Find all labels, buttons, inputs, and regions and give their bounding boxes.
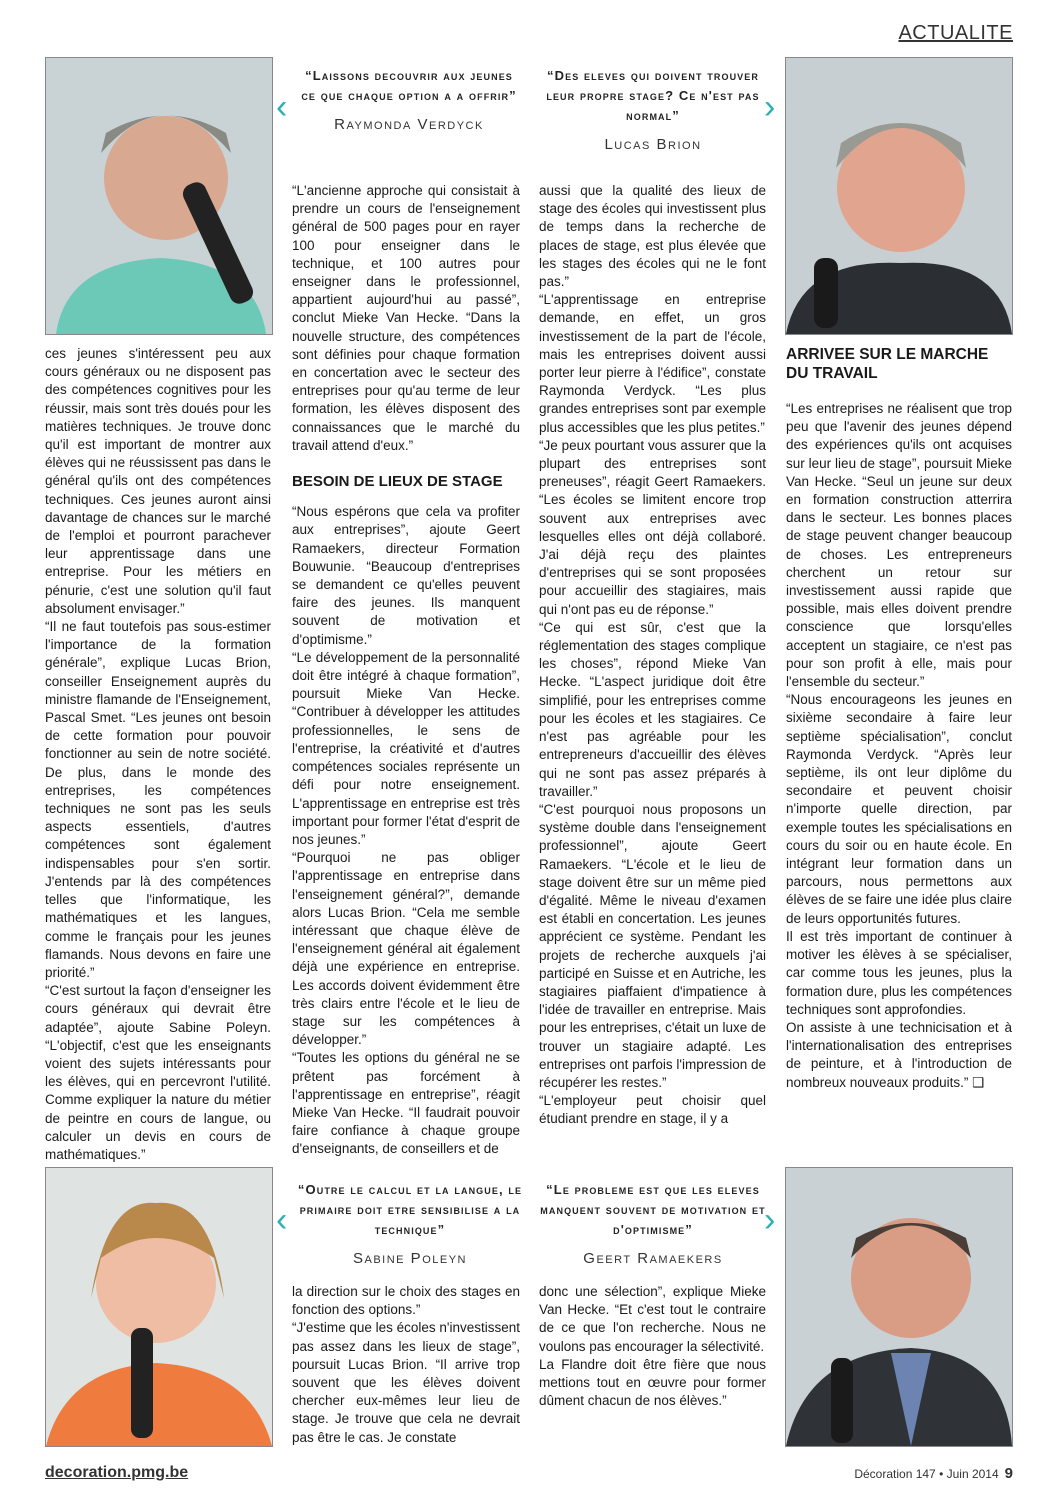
article-column-1	[45, 345, 271, 1164]
issue-label: Décoration 147 • Juin 2014	[854, 1467, 999, 1481]
pull-quote-1	[300, 66, 518, 133]
section-heading: BESOIN DE LIEUX DE STAGE	[292, 473, 503, 491]
photo-raymonda-verdyck	[45, 57, 273, 335]
pull-quote-text: “Le probleme est que les eleves manquent souvent de motivation et d'optimisme”	[540, 1182, 766, 1237]
paragraph: ces jeunes s'intéressent peu aux cours généraux ou ne disposent pas des compétences cognitives pour les réussir, mais sont très doués pour les matières techniques. Je trouve donc qu'il est important de montrer aux élèves qui ne réussissent pas dans le général qu'ils ont des compétences techniques. Ces jeunes auront ainsi davantage de chances sur le marché de l'emploi et pourront parachever leur apprentissage dans une entreprise. Pour les métiers en pénurie, c'est une solution qu'il faut absolument envisager.”	[45, 346, 271, 616]
paragraph: donc une sélection”, explique Mieke Van Hecke. “Et c'est tout le contraire de ce que l'on recherche. Nous ne voulons pas encourager la sélectivité.	[539, 1284, 766, 1354]
footer-issue	[854, 1465, 1013, 1482]
paragraph: Il est très important de continuer à motiver les élèves à se spécialiser, car comme tous les jeunes, plus la formation dure, plus les compétences techniques sont approfondies.	[786, 928, 1012, 1017]
chevron-right-icon: ›	[764, 1201, 776, 1239]
paragraph: “Je peux pourtant vous assurer que la plupart des entreprises sont preneuses”, réagit Geert Ramaekers. “Les écoles se limitent encore trop souvent aux entreprises avec lesquelles elles ont déjà collaboré. J'ai déjà reçu des plaintes d'entreprises qui se sont proposées pour accueillir des stagiaires, mais qui n'ont pas eu de réponse.”	[539, 437, 766, 617]
article-column-2	[292, 182, 520, 1159]
pull-quote-text: “Des eleves qui doivent trouver leur propre stage? Ce n'est pas normal”	[546, 68, 760, 123]
article-column-2-continued	[292, 1283, 520, 1447]
paragraph: “Nous encourageons les jeunes en sixième secondaire à faire leur septième spécialisation”, conclut Raymonda Verdyck. “Après leur septième, ils ont leur diplôme du secondaire et peuvent choisir n'importe quelle direction, par exemple toutes les spécialisations en cours du soir ou en haute école. En intégrant leur formation dans un parcours, nous permettons aux élèves de se faire une idée plus claire de leurs opportunités futures.	[786, 692, 1012, 926]
page-number: 9	[1004, 1465, 1013, 1482]
paragraph: “C'est surtout la façon d'enseigner les cours généraux qui devrait être adaptée”, ajoute Sabine Poleyn. “L'objectif, c'est que les enseignants voient des sujets intéressants pour les élèves, qui en percevront l'utilité. Comme expliquer la nature du métier de peintre en cours de langue, ou calculer un devis en cours de mathématiques.”	[45, 983, 271, 1162]
pull-quote-author: Sabine Poleyn	[353, 1250, 467, 1267]
pull-quote-4	[540, 1180, 766, 1267]
paragraph: “Nous espérons que cela va profiter aux entreprises”, ajoute Geert Ramaekers, directeur Formation Bouwunie. “Beaucoup d'entreprises se demandent ce qu'elles peuvent faire des jeunes. Ils manquent souvent de motivation et d'optimisme.”	[292, 504, 520, 647]
chevron-left-icon: ‹	[276, 88, 288, 126]
section-title: ACTUALITE	[898, 22, 1013, 44]
pull-quote-2	[540, 66, 766, 153]
footer-site-link[interactable]: decoration.pmg.be	[45, 1464, 189, 1481]
pull-quote-text: “Laissons decouvrir aux jeunes ce que chaque option a a offrir”	[301, 68, 517, 103]
paragraph: “Pourquoi ne pas obliger l'apprentissage en entreprise dans l'enseignement général?”, demande alors Lucas Brion. “Cela me semble intéressant que chaque élève de l'enseignement général ait également déjà une expérience en entreprise. Les accords doivent évidemment être très clairs entre l'école et le lieu de stage sur les compétences à développer.”	[292, 850, 520, 1048]
pull-quote-3	[296, 1180, 524, 1267]
article-column-3-continued	[539, 1283, 766, 1410]
paragraph-text: On assiste à une technicisation et à l'internationalisation des entreprises de peinture, et à l'introduction de nombreux nouveaux produits.”	[786, 1019, 1012, 1090]
paragraph: aussi que la qualité des lieux de stage des écoles qui investissent plus de temps dans la recherche de places de stage, est plus élevée que les stages des écoles qui ne le font pas.”	[539, 183, 766, 290]
paragraph: “Ce qui est sûr, c'est que la réglementation des stages complique les choses”, répond Mieke Van Hecke. “L'aspect juridique doit être simplifié, pour les entreprises comme pour les écoles et les stagiaires. Ce n'est pas agréable pour les entrepreneurs d'accueillir des élèves qui ne sont pas assez préparés à travailler.”	[539, 619, 766, 799]
article-column-4	[786, 400, 1012, 1092]
chevron-right-icon: ›	[764, 88, 776, 126]
paragraph	[786, 1019, 1012, 1092]
pull-quote-author: Lucas Brion	[604, 136, 702, 153]
paragraph: “C'est pourquoi nous proposons un système double dans l'enseignement professionnel”, ajoute Geert Ramaekers. “L'école et le lieu de stage doivent être sur un même pied d'égalité. Même le niveau d'examen est établi en concertation. Les jeunes apprécient ce système. Pendant les projets de recherche auxquels j'ai participé en Suisse et en Autriche, les stagiaires piaffaient d'impatience à l'idée de travailler en entreprise. Mais pour les entreprises, c'était un luxe de trouver un stagiaire adapté. Les entreprises ont parfois l'impression de récupérer les restes.”	[539, 801, 766, 1090]
photo-lucas-brion	[785, 57, 1013, 335]
paragraph: “J'estime que les écoles n'investissent pas assez dans les lieux de stage”, poursuit Lucas Brion. “Il arrive trop souvent que les élèves doivent chercher eux-mêmes leur lieu de stage. Je trouve que cela ne devrait pas être le cas. Je constate	[292, 1320, 521, 1445]
paragraph: “Le développement de la personnalité doit être intégré à chaque formation”, poursuit Mieke Van Hecke. “Contribuer à développer les attitudes professionnelles, le sens de l'entreprise, la créativité et d'autres compétences sociales représente un défi pour notre enseignement. L'apprentissage en entreprise est très important pour former l'état d'esprit de nos jeunes.”	[292, 649, 520, 847]
photo-sabine-poleyn	[45, 1167, 273, 1447]
paragraph: “L'apprentissage en entreprise demande, en effet, un gros investissement de la part de l'école, mais les entreprises doivent aussi porter leur pierre à l'édifice”, constate Raymonda Verdyck. “Les plus grandes entreprises sont par exemple plus accessibles que les plus petites.”	[539, 292, 766, 435]
paragraph: “L'employeur peut choisir quel étudiant prendre en stage, il y a	[539, 1093, 766, 1127]
photo-geert-ramaekers	[785, 1167, 1013, 1447]
chevron-left-icon: ‹	[276, 1201, 288, 1239]
pull-quote-author: Geert Ramaekers	[583, 1250, 723, 1267]
pull-quote-text: “Outre le calcul et la langue, le primaire doit etre sensibilise a la technique”	[297, 1182, 523, 1237]
paragraph: la direction sur le choix des stages en fonction des options.”	[292, 1284, 520, 1318]
paragraph: “Les entreprises ne réalisent que trop peu que l'avenir des jeunes dépend des expériences qu'ils ont acquises sur leur lieu de stage”, poursuit Mieke Van Hecke. “Seul un jeune sur deux en formation construction atterrira dans le secteur. Les bonnes places de stage peuvent changer beaucoup de choses. Les entrepreneurs cherchent un retour sur investissement aussi rapide que possible, mais elles doivent prendre conscience que lorsqu'elles acceptent un stagiaire, ce n'est pas pour son profit à elle, mais pour l'ensemble du secteur.”	[786, 401, 1012, 690]
paragraph: La Flandre doit être fière que nous mettions tout en œuvre pour former dûment chacun de nos élèves.”	[539, 1356, 766, 1409]
article-column-3	[539, 182, 766, 1129]
end-mark-icon: ❑	[972, 1074, 985, 1090]
paragraph: “L'ancienne approche qui consistait à prendre un cours de l'enseignement général de 500 pages pour en rayer 100 pour enseigner dans le technique, et 100 autres pour enseigner dans le professionnel, appartient aujourd'hui au passé”, conclut Mieke Van Hecke. “Dans la nouvelle structure, des compétences sont définies pour chaque formation en concertation avec le secteur des entreprises pour qu'au terme de leur formation, les élèves disposent des connaissances que le marché du travail attend d'eux.”	[292, 183, 520, 453]
paragraph: “Il ne faut toutefois pas sous-estimer l'importance de la formation générale”, explique Lucas Brion, conseiller Enseignement auprès du ministre flamande de l'Enseignement, Pascal Smet. “Les jeunes ont besoin de cette formation pour pouvoir fonctionner au sein de notre société. De plus, dans le monde des entreprises, les compétences techniques ne sont pas les seuls aspects essentiels, d'autres compétences sont également indispensables pour s'en sortir. J'entends par là des compétences telles que l'informatique, les mathématiques et les langues, comme le français pour les jeunes flamands. Nous devons en faire une priorité.”	[45, 619, 271, 980]
paragraph: “Toutes les options du général ne se prêtent pas forcément à l'apprentissage en entreprise”, réagit Mieke Van Hecke. “Il faudrait pouvoir faire confiance à chaque groupe d'enseignants, de conseillers et de	[292, 1050, 520, 1157]
section-heading: ARRIVEE SUR LE MARCHE DU TRAVAIL	[786, 346, 989, 382]
pull-quote-author: Raymonda Verdyck	[334, 116, 484, 133]
